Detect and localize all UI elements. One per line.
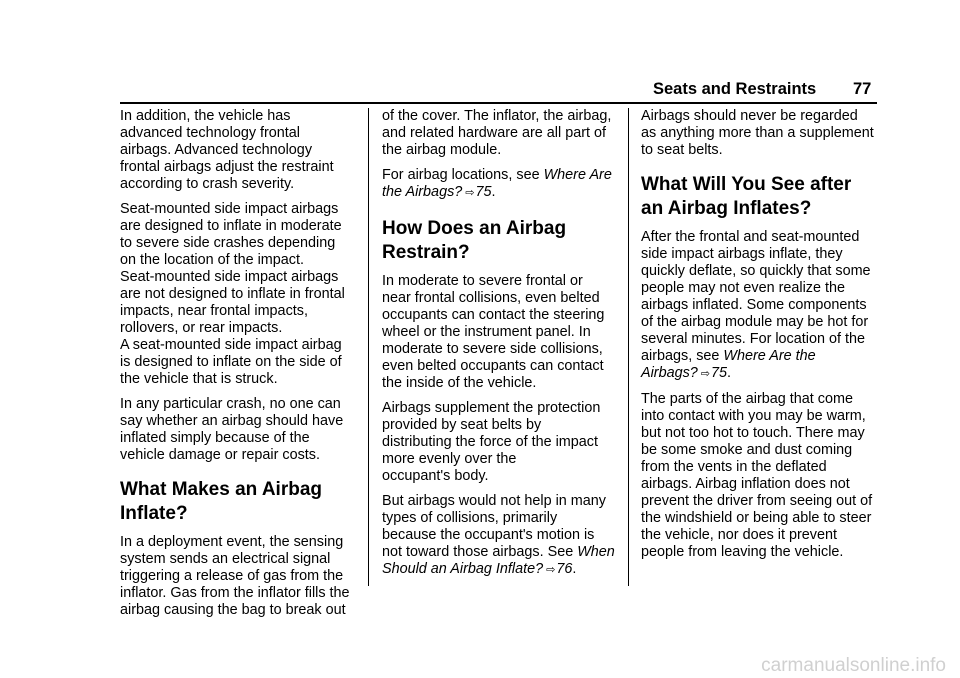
text-run: .: [727, 365, 732, 381]
text-line: of the airbag module may be hot for: [641, 314, 869, 330]
text-line: inflator. Gas from the inflator fills the: [120, 585, 350, 601]
column-2: [382, 108, 622, 587]
text-line: system sends an electrical signal: [120, 551, 331, 567]
text-line: airbags. Airbag inflation does not: [641, 476, 850, 492]
text-line: several minutes. For location of the: [641, 331, 865, 347]
heading-line: Inflate?: [120, 503, 188, 524]
text-line: Seat-mounted side impact airbags: [120, 269, 339, 285]
text-line: of the cover. The inflator, the airbag,: [382, 108, 612, 124]
section-heading: [382, 217, 622, 265]
paragraph: [641, 108, 881, 159]
text-line: [382, 561, 622, 579]
text-line: near frontal collisions, even belted: [382, 290, 600, 306]
column-1: [120, 108, 360, 627]
text-line: are designed to inflate in moderate: [120, 218, 342, 234]
text-line: vehicle damage or repair costs.: [120, 447, 320, 463]
text-line: side impact airbags inflate, they: [641, 246, 843, 262]
text-run: .: [572, 561, 577, 577]
text-line: but not too hot to touch. There may: [641, 425, 865, 441]
text-line: people from leaving the vehicle.: [641, 544, 844, 560]
text-line: In any particular crash, no one can: [120, 396, 341, 412]
text-line: and related hardware are all part of: [382, 125, 606, 141]
paragraph: [382, 108, 622, 159]
text-line: The parts of the airbag that come: [641, 391, 853, 407]
text-line: provided by seat belts by: [382, 417, 542, 433]
cross-reference-link[interactable]: Where Are the: [723, 348, 816, 364]
paragraph: [382, 167, 622, 202]
paragraph: [641, 229, 881, 383]
paragraph: [120, 396, 360, 464]
text-line: moderate to severe side collisions,: [382, 341, 603, 357]
cross-reference-link[interactable]: Where Are: [543, 167, 612, 183]
text-line: the vehicle, nor does it prevent: [641, 527, 837, 543]
text-line: wheel or the instrument panel. In: [382, 324, 591, 340]
text-line: is designed to inflate on the side of: [120, 354, 342, 370]
heading-line: Restrain?: [382, 242, 470, 263]
text-line: distributing the force of the impact: [382, 434, 598, 450]
text-line: people may not even realize the: [641, 280, 845, 296]
page-reference[interactable]: 76: [556, 561, 573, 577]
text-line: airbags inflated. Some components: [641, 297, 867, 313]
text-line: to seat belts.: [641, 142, 723, 158]
cross-reference-link[interactable]: When: [577, 544, 615, 560]
text-line: according to crash severity.: [120, 176, 295, 192]
text-line: occupant's body.: [382, 468, 489, 484]
text-line: advanced technology frontal: [120, 125, 301, 141]
text-line: as anything more than a supplement: [641, 125, 874, 141]
section-heading: [641, 173, 881, 221]
text-line: Seat-mounted side impact airbags: [120, 201, 339, 217]
text-line: A seat-mounted side impact airbag: [120, 337, 342, 353]
text-run: For airbag locations, see: [382, 167, 540, 183]
cross-reference-link[interactable]: Should an Airbag Inflate?: [382, 561, 544, 577]
page-reference[interactable]: 75: [475, 184, 492, 200]
column-divider-1: [368, 108, 369, 586]
text-line: [382, 544, 622, 561]
text-line: In moderate to severe frontal or: [382, 273, 583, 289]
paragraph: [382, 493, 622, 579]
paragraph: [120, 201, 360, 388]
text-line: to severe side crashes depending: [120, 235, 336, 251]
paragraph: [120, 534, 360, 619]
heading-line: What Makes an Airbag: [120, 479, 323, 500]
paragraph: [120, 108, 360, 193]
text-line: into contact with you may be warm,: [641, 408, 866, 424]
text-line: [382, 167, 622, 184]
watermark: carmanualsonline.info: [761, 655, 946, 676]
text-line: because the occupant's motion is: [382, 527, 595, 543]
text-line: say whether an airbag should have: [120, 413, 344, 429]
text-line: quickly deflate, so quickly that some: [641, 263, 871, 279]
text-run: not toward those airbags. See: [382, 544, 574, 560]
text-line: more evenly over the: [382, 451, 517, 467]
text-line: from the vents in the deflated: [641, 459, 827, 475]
page-reference[interactable]: 75: [711, 365, 728, 381]
text-line: airbag causing the bag to break out: [120, 602, 346, 618]
page-reference-icon: ⇨: [546, 564, 556, 576]
text-line: [382, 184, 622, 202]
column-divider-2: [628, 108, 629, 586]
text-line: [641, 348, 881, 365]
text-line: In a deployment event, the sensing: [120, 534, 344, 550]
text-line: the inside of the vehicle.: [382, 375, 537, 391]
text-line: the vehicle that is struck.: [120, 371, 278, 387]
header-rule: [120, 102, 877, 104]
text-line: be some smoke and dust coming: [641, 442, 853, 458]
column-3: [641, 108, 881, 569]
text-line: types of collisions, primarily: [382, 510, 558, 526]
text-line: are not designed to inflate in frontal: [120, 286, 345, 302]
text-line: airbags. Advanced technology: [120, 142, 313, 158]
text-line: [641, 365, 881, 383]
cross-reference-link[interactable]: the Airbags?: [382, 184, 463, 200]
text-line: Airbags should never be regarded: [641, 108, 858, 124]
section-heading: [120, 478, 360, 526]
heading-line: How Does an Airbag: [382, 218, 567, 239]
text-line: rollovers, or rear impacts.: [120, 320, 283, 336]
paragraph: [382, 400, 622, 485]
text-line: impacts, near frontal impacts,: [120, 303, 308, 319]
text-line: triggering a release of gas from the: [120, 568, 344, 584]
text-line: inflated simply because of the: [120, 430, 310, 446]
text-run: airbags, see: [641, 348, 720, 364]
text-line: on the location of the impact.: [120, 252, 304, 268]
text-line: After the frontal and seat-mounted: [641, 229, 860, 245]
text-line: prevent the driver from seeing out of: [641, 493, 873, 509]
text-line: the windshield or being able to steer: [641, 510, 872, 526]
text-line: even belted occupants can contact: [382, 358, 604, 374]
page-number: 77: [853, 80, 872, 98]
text-line: In addition, the vehicle has: [120, 108, 291, 124]
heading-line: What Will You See after: [641, 174, 852, 195]
text-line: Airbags supplement the protection: [382, 400, 601, 416]
paragraph: [382, 273, 622, 392]
text-line: But airbags would not help in many: [382, 493, 606, 509]
heading-line: an Airbag Inflates?: [641, 198, 812, 219]
section-title: Seats and Restraints: [653, 80, 817, 98]
text-line: occupants can contact the steering: [382, 307, 605, 323]
paragraph: [641, 391, 881, 561]
page-reference-icon: ⇨: [700, 368, 711, 380]
page-reference-icon: ⇨: [465, 187, 475, 199]
text-line: frontal airbags adjust the restraint: [120, 159, 334, 175]
text-run: .: [491, 184, 496, 200]
text-line: the airbag module.: [382, 142, 502, 158]
cross-reference-link[interactable]: Airbags?: [641, 365, 698, 381]
